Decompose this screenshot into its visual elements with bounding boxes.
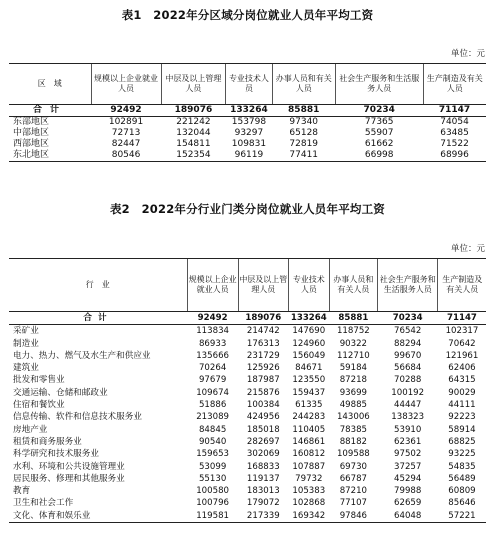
cell-value: 65128 bbox=[289, 128, 319, 138]
cell-value: 143006 bbox=[336, 412, 370, 423]
cell-value: 159653 bbox=[196, 449, 230, 460]
cell-value: 93225 bbox=[448, 449, 476, 460]
row-label: 房地产业 bbox=[13, 424, 48, 435]
cell-value: 56489 bbox=[448, 473, 476, 484]
cell-value: 71147 bbox=[438, 105, 471, 115]
cell-value: 85646 bbox=[448, 498, 476, 509]
cell-value: 82447 bbox=[111, 139, 141, 149]
cell-value: 44447 bbox=[394, 400, 422, 411]
cell-value: 99670 bbox=[394, 350, 422, 361]
cell-value: 66787 bbox=[339, 473, 368, 484]
cell-value: 93699 bbox=[339, 387, 368, 398]
cell-value: 53910 bbox=[394, 424, 422, 435]
table-row bbox=[9, 485, 486, 497]
row-label: 制造业 bbox=[13, 338, 39, 349]
cell-value: 72713 bbox=[111, 128, 141, 138]
cell-value: 59184 bbox=[339, 363, 368, 374]
cell-value: 37257 bbox=[394, 461, 422, 472]
cell-value: 87218 bbox=[339, 375, 368, 386]
cell-value: 70288 bbox=[394, 375, 422, 386]
table-row bbox=[9, 497, 486, 509]
cell-value: 44111 bbox=[448, 400, 476, 411]
cell-value: 96119 bbox=[226, 150, 272, 162]
cell-value: 244283 bbox=[292, 412, 326, 423]
cell-value: 64315 bbox=[448, 375, 476, 386]
table-row bbox=[9, 374, 486, 386]
column-header: 专业技术人员 bbox=[288, 259, 329, 312]
cell-value: 68996 bbox=[423, 150, 486, 162]
cell-value: 61662 bbox=[364, 139, 394, 149]
cell-value: 76542 bbox=[377, 325, 437, 338]
row-label: 西部地区 bbox=[13, 139, 50, 149]
cell-value: 121961 bbox=[445, 350, 479, 361]
cell-value: 79988 bbox=[394, 486, 422, 497]
table-row bbox=[9, 411, 486, 423]
cell-value: 61335 bbox=[295, 400, 323, 411]
cell-value: 133264 bbox=[230, 105, 268, 115]
table2-title: 表2 2022年分行业门类分岗位就业人员年平均工资 bbox=[109, 202, 385, 216]
cell-value: 119137 bbox=[246, 473, 280, 484]
column-header: 区 域 bbox=[9, 64, 91, 105]
cell-value: 112710 bbox=[336, 350, 370, 361]
cell-value: 68825 bbox=[448, 436, 476, 447]
cell-value: 160812 bbox=[292, 449, 326, 460]
cell-value: 169342 bbox=[288, 510, 329, 523]
cell-value: 147690 bbox=[288, 325, 329, 338]
cell-value: 72819 bbox=[289, 139, 319, 149]
cell-value: 213089 bbox=[196, 412, 230, 423]
row-label: 住宿和餐饮业 bbox=[13, 400, 65, 411]
table-total-row bbox=[9, 312, 486, 325]
cell-value: 78385 bbox=[339, 424, 368, 435]
industry-wage-table bbox=[9, 258, 486, 523]
cell-value: 102868 bbox=[292, 498, 326, 509]
cell-value: 77411 bbox=[272, 150, 335, 162]
cell-value: 51886 bbox=[198, 400, 227, 411]
cell-value: 92492 bbox=[110, 105, 142, 115]
table-row bbox=[9, 128, 486, 139]
cell-value: 74054 bbox=[423, 117, 486, 129]
cell-value: 153798 bbox=[226, 117, 272, 129]
table-row bbox=[9, 117, 486, 129]
table-row bbox=[9, 436, 486, 448]
table-total-row bbox=[9, 105, 486, 117]
cell-value: 86933 bbox=[198, 338, 227, 349]
column-header: 生产制造及有关人员 bbox=[423, 64, 486, 105]
cell-value: 100384 bbox=[246, 400, 280, 411]
cell-value: 77365 bbox=[335, 117, 423, 129]
cell-value: 302069 bbox=[246, 449, 280, 460]
row-label: 批发和零售业 bbox=[13, 375, 65, 386]
cell-value: 215876 bbox=[246, 387, 280, 398]
cell-value: 189076 bbox=[245, 313, 282, 323]
cell-value: 138323 bbox=[391, 412, 425, 423]
cell-value: 179072 bbox=[246, 498, 280, 509]
table-row bbox=[9, 362, 486, 374]
cell-value: 97679 bbox=[198, 375, 227, 386]
row-label: 科学研究和技术服务业 bbox=[13, 449, 99, 460]
row-label: 卫生和社会工作 bbox=[13, 498, 74, 509]
cell-value: 159437 bbox=[292, 387, 326, 398]
cell-value: 71147 bbox=[447, 313, 477, 323]
column-header: 行 业 bbox=[9, 259, 187, 312]
column-header: 中层及以上管理人员 bbox=[161, 64, 226, 105]
cell-value: 217339 bbox=[238, 510, 288, 523]
cell-value: 90540 bbox=[198, 436, 227, 447]
cell-value: 135666 bbox=[196, 350, 230, 361]
cell-value: 107887 bbox=[292, 461, 326, 472]
row-label: 居民服务、修理和其他服务业 bbox=[13, 473, 125, 484]
cell-value: 60809 bbox=[448, 486, 476, 497]
table-row bbox=[9, 399, 486, 411]
cell-value: 92223 bbox=[448, 412, 476, 423]
cell-value: 133264 bbox=[290, 313, 327, 323]
table-row bbox=[9, 325, 486, 338]
table-row bbox=[9, 338, 486, 350]
cell-value: 102891 bbox=[91, 117, 161, 129]
cell-value: 84845 bbox=[198, 424, 227, 435]
cell-value: 118752 bbox=[329, 325, 377, 338]
cell-value: 214742 bbox=[238, 325, 288, 338]
cell-value: 62659 bbox=[394, 498, 422, 509]
cell-value: 92492 bbox=[197, 313, 228, 323]
cell-value: 84671 bbox=[295, 363, 323, 374]
table-row bbox=[9, 461, 486, 473]
cell-value: 93297 bbox=[234, 128, 264, 138]
cell-value: 113834 bbox=[187, 325, 238, 338]
cell-value: 79732 bbox=[295, 473, 323, 484]
cell-value: 66998 bbox=[335, 150, 423, 162]
cell-value: 105383 bbox=[292, 486, 326, 497]
column-header: 中层及以上管理人员 bbox=[238, 259, 288, 312]
table-row bbox=[9, 387, 486, 399]
cell-value: 109674 bbox=[196, 387, 230, 398]
table1-title: 表1 2022年分区域分岗位就业人员年平均工资 bbox=[121, 8, 374, 22]
cell-value: 70234 bbox=[392, 313, 423, 323]
cell-value: 64048 bbox=[377, 510, 437, 523]
row-label: 文化、体育和娱乐业 bbox=[9, 510, 187, 523]
column-header: 规模以上企业就业人员 bbox=[187, 259, 238, 312]
cell-value: 49885 bbox=[339, 400, 368, 411]
cell-value: 97340 bbox=[272, 117, 335, 129]
cell-value: 97846 bbox=[329, 510, 377, 523]
table-header-row bbox=[9, 64, 486, 105]
table1-unit: 单位：元 bbox=[450, 49, 485, 59]
cell-value: 62361 bbox=[394, 436, 422, 447]
row-label: 东北地区 bbox=[9, 150, 91, 162]
cell-value: 90322 bbox=[339, 338, 368, 349]
cell-value: 110405 bbox=[292, 424, 326, 435]
cell-value: 45294 bbox=[394, 473, 422, 484]
row-label: 教育 bbox=[13, 486, 31, 497]
cell-value: 70642 bbox=[448, 338, 476, 349]
cell-value: 424956 bbox=[246, 412, 280, 423]
row-label: 中部地区 bbox=[13, 128, 50, 138]
row-label: 水利、环境和公共设施管理业 bbox=[13, 461, 125, 472]
cell-value: 85881 bbox=[338, 313, 369, 323]
cell-value: 231729 bbox=[246, 350, 280, 361]
row-label: 合计 bbox=[83, 313, 113, 323]
row-label: 电力、热力、燃气及水生产和供应业 bbox=[13, 350, 151, 361]
row-label: 租赁和商务服务业 bbox=[13, 436, 82, 447]
cell-value: 282697 bbox=[246, 436, 280, 447]
column-header: 办事人员和有关人员 bbox=[329, 259, 377, 312]
cell-value: 154811 bbox=[176, 139, 211, 149]
cell-value: 100192 bbox=[391, 387, 425, 398]
cell-value: 53099 bbox=[198, 461, 227, 472]
row-label: 信息传输、软件和信息技术服务业 bbox=[13, 412, 142, 423]
cell-value: 119581 bbox=[187, 510, 238, 523]
cell-value: 55907 bbox=[364, 128, 394, 138]
table-row bbox=[9, 150, 486, 162]
column-header: 生产制造及有关人员 bbox=[438, 259, 486, 312]
cell-value: 54835 bbox=[448, 461, 476, 472]
cell-value: 70234 bbox=[363, 105, 395, 115]
cell-value: 125926 bbox=[246, 363, 280, 374]
cell-value: 80546 bbox=[91, 150, 161, 162]
cell-value: 187987 bbox=[246, 375, 280, 386]
cell-value: 123550 bbox=[292, 375, 326, 386]
column-header: 社会生产服务和生活服务人员 bbox=[335, 64, 423, 105]
cell-value: 90029 bbox=[448, 387, 476, 398]
cell-value: 168833 bbox=[246, 461, 280, 472]
cell-value: 58914 bbox=[448, 424, 476, 435]
cell-value: 63485 bbox=[440, 128, 469, 138]
cell-value: 97502 bbox=[394, 449, 422, 460]
cell-value: 62406 bbox=[448, 363, 476, 374]
row-label: 东部地区 bbox=[9, 117, 91, 129]
row-label: 建筑业 bbox=[13, 363, 39, 374]
cell-value: 85881 bbox=[288, 105, 320, 115]
cell-value: 109831 bbox=[231, 139, 267, 149]
cell-value: 156049 bbox=[292, 350, 326, 361]
cell-value: 132044 bbox=[176, 128, 211, 138]
row-label: 交通运输、仓储和邮政业 bbox=[13, 387, 108, 398]
cell-value: 77107 bbox=[339, 498, 368, 509]
cell-value: 100796 bbox=[196, 498, 230, 509]
cell-value: 100580 bbox=[196, 486, 230, 497]
regional-wage-table bbox=[9, 63, 486, 162]
cell-value: 55130 bbox=[198, 473, 227, 484]
table-row bbox=[9, 424, 486, 436]
cell-value: 109588 bbox=[336, 449, 370, 460]
cell-value: 185018 bbox=[246, 424, 280, 435]
table-row bbox=[9, 139, 486, 150]
cell-value: 189076 bbox=[174, 105, 213, 115]
cell-value: 152354 bbox=[161, 150, 226, 162]
cell-value: 146861 bbox=[292, 436, 326, 447]
cell-value: 87210 bbox=[339, 486, 368, 497]
cell-value: 69730 bbox=[339, 461, 368, 472]
cell-value: 183013 bbox=[246, 486, 280, 497]
cell-value: 70264 bbox=[198, 363, 227, 374]
table-row bbox=[9, 350, 486, 362]
table-row bbox=[9, 510, 486, 523]
table2-unit: 单位：元 bbox=[450, 244, 485, 254]
cell-value: 102317 bbox=[438, 325, 486, 338]
cell-value: 88182 bbox=[339, 436, 368, 447]
cell-value: 176313 bbox=[246, 338, 280, 349]
column-header: 专业技术人员 bbox=[226, 64, 272, 105]
table-header-row bbox=[9, 259, 486, 312]
column-header: 办事人员和有关人员 bbox=[272, 64, 335, 105]
row-label: 合计 bbox=[32, 105, 67, 115]
row-label: 采矿业 bbox=[9, 325, 187, 338]
cell-value: 124960 bbox=[292, 338, 326, 349]
column-header: 社会生产服务和生活服务人员 bbox=[377, 259, 437, 312]
table-row bbox=[9, 473, 486, 485]
cell-value: 88294 bbox=[394, 338, 422, 349]
cell-value: 57221 bbox=[438, 510, 486, 523]
cell-value: 56684 bbox=[394, 363, 422, 374]
cell-value: 221242 bbox=[161, 117, 226, 129]
column-header: 规模以上企业就业人员 bbox=[91, 64, 161, 105]
table-row bbox=[9, 448, 486, 460]
cell-value: 71522 bbox=[440, 139, 469, 149]
